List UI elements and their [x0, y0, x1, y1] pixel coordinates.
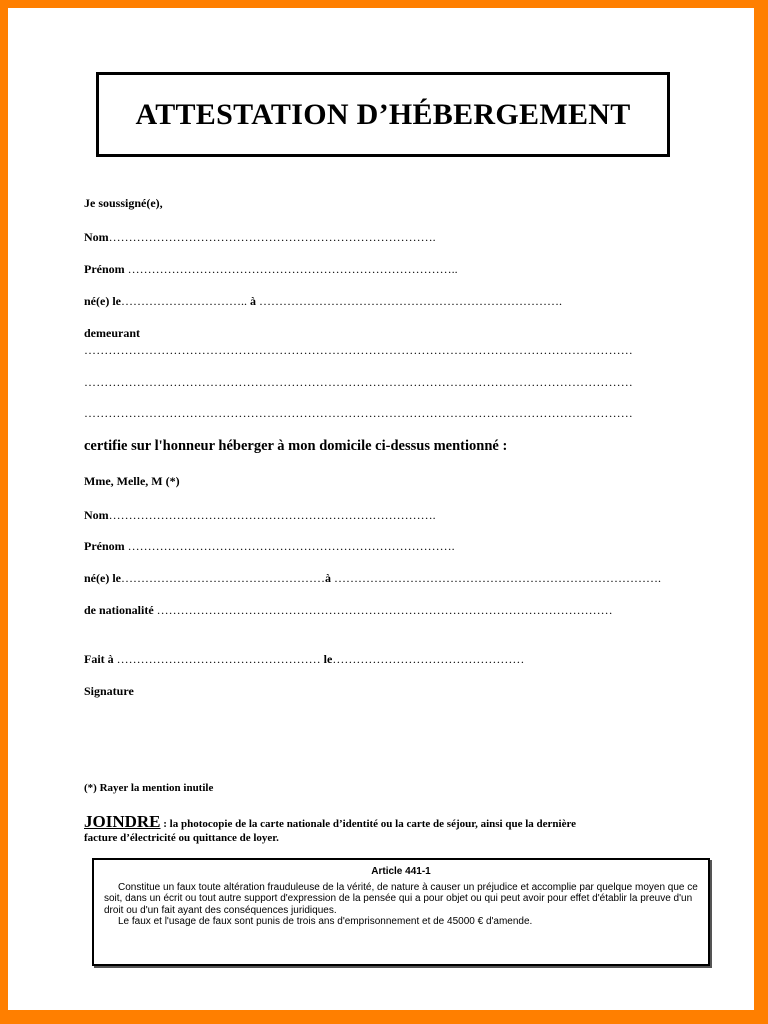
fait-place-blank: ……………………………………………: [116, 652, 321, 666]
title-box: [96, 72, 670, 157]
guest-birth-label: né(e) le: [84, 571, 121, 585]
guest-prenom-blank: ……………………………………………………………………….: [127, 539, 455, 553]
attachments-text-2: facture d’électricité ou quittance de loyer.: [84, 832, 279, 844]
host-birth-label: né(e) le: [84, 294, 121, 308]
article-paragraph-2: Le faux et l'usage de faux sont punis de trois ans d'emprisonnement et de 45000 € d'amende.: [118, 916, 533, 927]
host-address-label: demeurant: [84, 326, 140, 340]
host-birth-place-label: à: [249, 294, 256, 308]
intro-text: Je soussigné(e),: [84, 196, 163, 210]
host-address-line-1: ………………………………………………………………………………………………………………………: [84, 343, 633, 357]
host-address-line-2: ………………………………………………………………………………………………………………………: [84, 375, 633, 389]
article-title: Article 441-1: [371, 866, 431, 877]
guest-birth-date-blank: ……………………………………………: [120, 571, 325, 585]
article-paragraph-1: Constitue un faux toute altération frauduleuse de la vérité, de nature à causer un préjudice et accomplie par quelque moyen que ce soit, dans un écrit ou tout autre support d'expression de la pensée qui a pour objet ou qui peut avoir pour effet d'établir la preuve d'un droit ou d'un fait ayant des conséquences juridiques.: [104, 881, 698, 916]
guest-birth-place-label: à: [324, 571, 331, 585]
document-title: ATTESTATION D’HÉBERGEMENT: [135, 97, 631, 131]
attachments-text-1: : la photocopie de la carte nationale d’identité ou la carte de séjour, ainsi que la dernière: [160, 818, 577, 830]
host-nom-blank: ……………………………………………………………………….: [108, 230, 436, 244]
guest-nationality-label: de nationalité: [84, 603, 154, 617]
fait-label: Fait à: [84, 652, 114, 666]
signature-label: Signature: [84, 684, 134, 698]
host-address-line-3: ………………………………………………………………………………………………………………………: [84, 406, 633, 420]
host-birth-place-blank: ………………………………………………………………….: [258, 294, 562, 308]
place-date-field: [84, 652, 524, 666]
attachments-line-1: [84, 812, 576, 832]
host-nom-label: Nom: [84, 230, 109, 244]
guest-prenom-field: [84, 539, 455, 553]
le-label: le: [323, 652, 333, 666]
guest-birth-place-blank: ……………………………………………………………………….: [333, 571, 661, 585]
certification-statement: certifie sur l'honneur héberger à mon domicile ci-dessus mentionné :: [84, 438, 508, 454]
guest-nom-label: Nom: [84, 508, 109, 522]
host-birth-date-blank: …………………………..: [120, 294, 247, 308]
guest-nom-field: [84, 508, 436, 522]
guest-nom-blank: ……………………………………………………………………….: [108, 508, 436, 522]
guest-birth-field: [84, 571, 661, 585]
civility-options: Mme, Melle, M (*): [84, 474, 180, 488]
footnote: (*) Rayer la mention inutile: [84, 782, 214, 794]
host-birth-field: [84, 294, 562, 308]
host-prenom-label: Prénom: [84, 262, 125, 276]
joindre-heading: JOINDRE: [84, 812, 161, 831]
fait-date-blank: …………………………………………: [332, 652, 525, 666]
guest-prenom-label: Prénom: [84, 539, 125, 553]
legal-article-box: [92, 858, 710, 966]
host-prenom-blank: ………………………………………………………………………..: [127, 262, 458, 276]
host-prenom-field: [84, 262, 458, 276]
guest-nationality-field: [84, 603, 613, 617]
guest-nationality-blank: ……………………………………………………………………………………………………: [156, 603, 613, 617]
host-nom-field: [84, 230, 436, 244]
